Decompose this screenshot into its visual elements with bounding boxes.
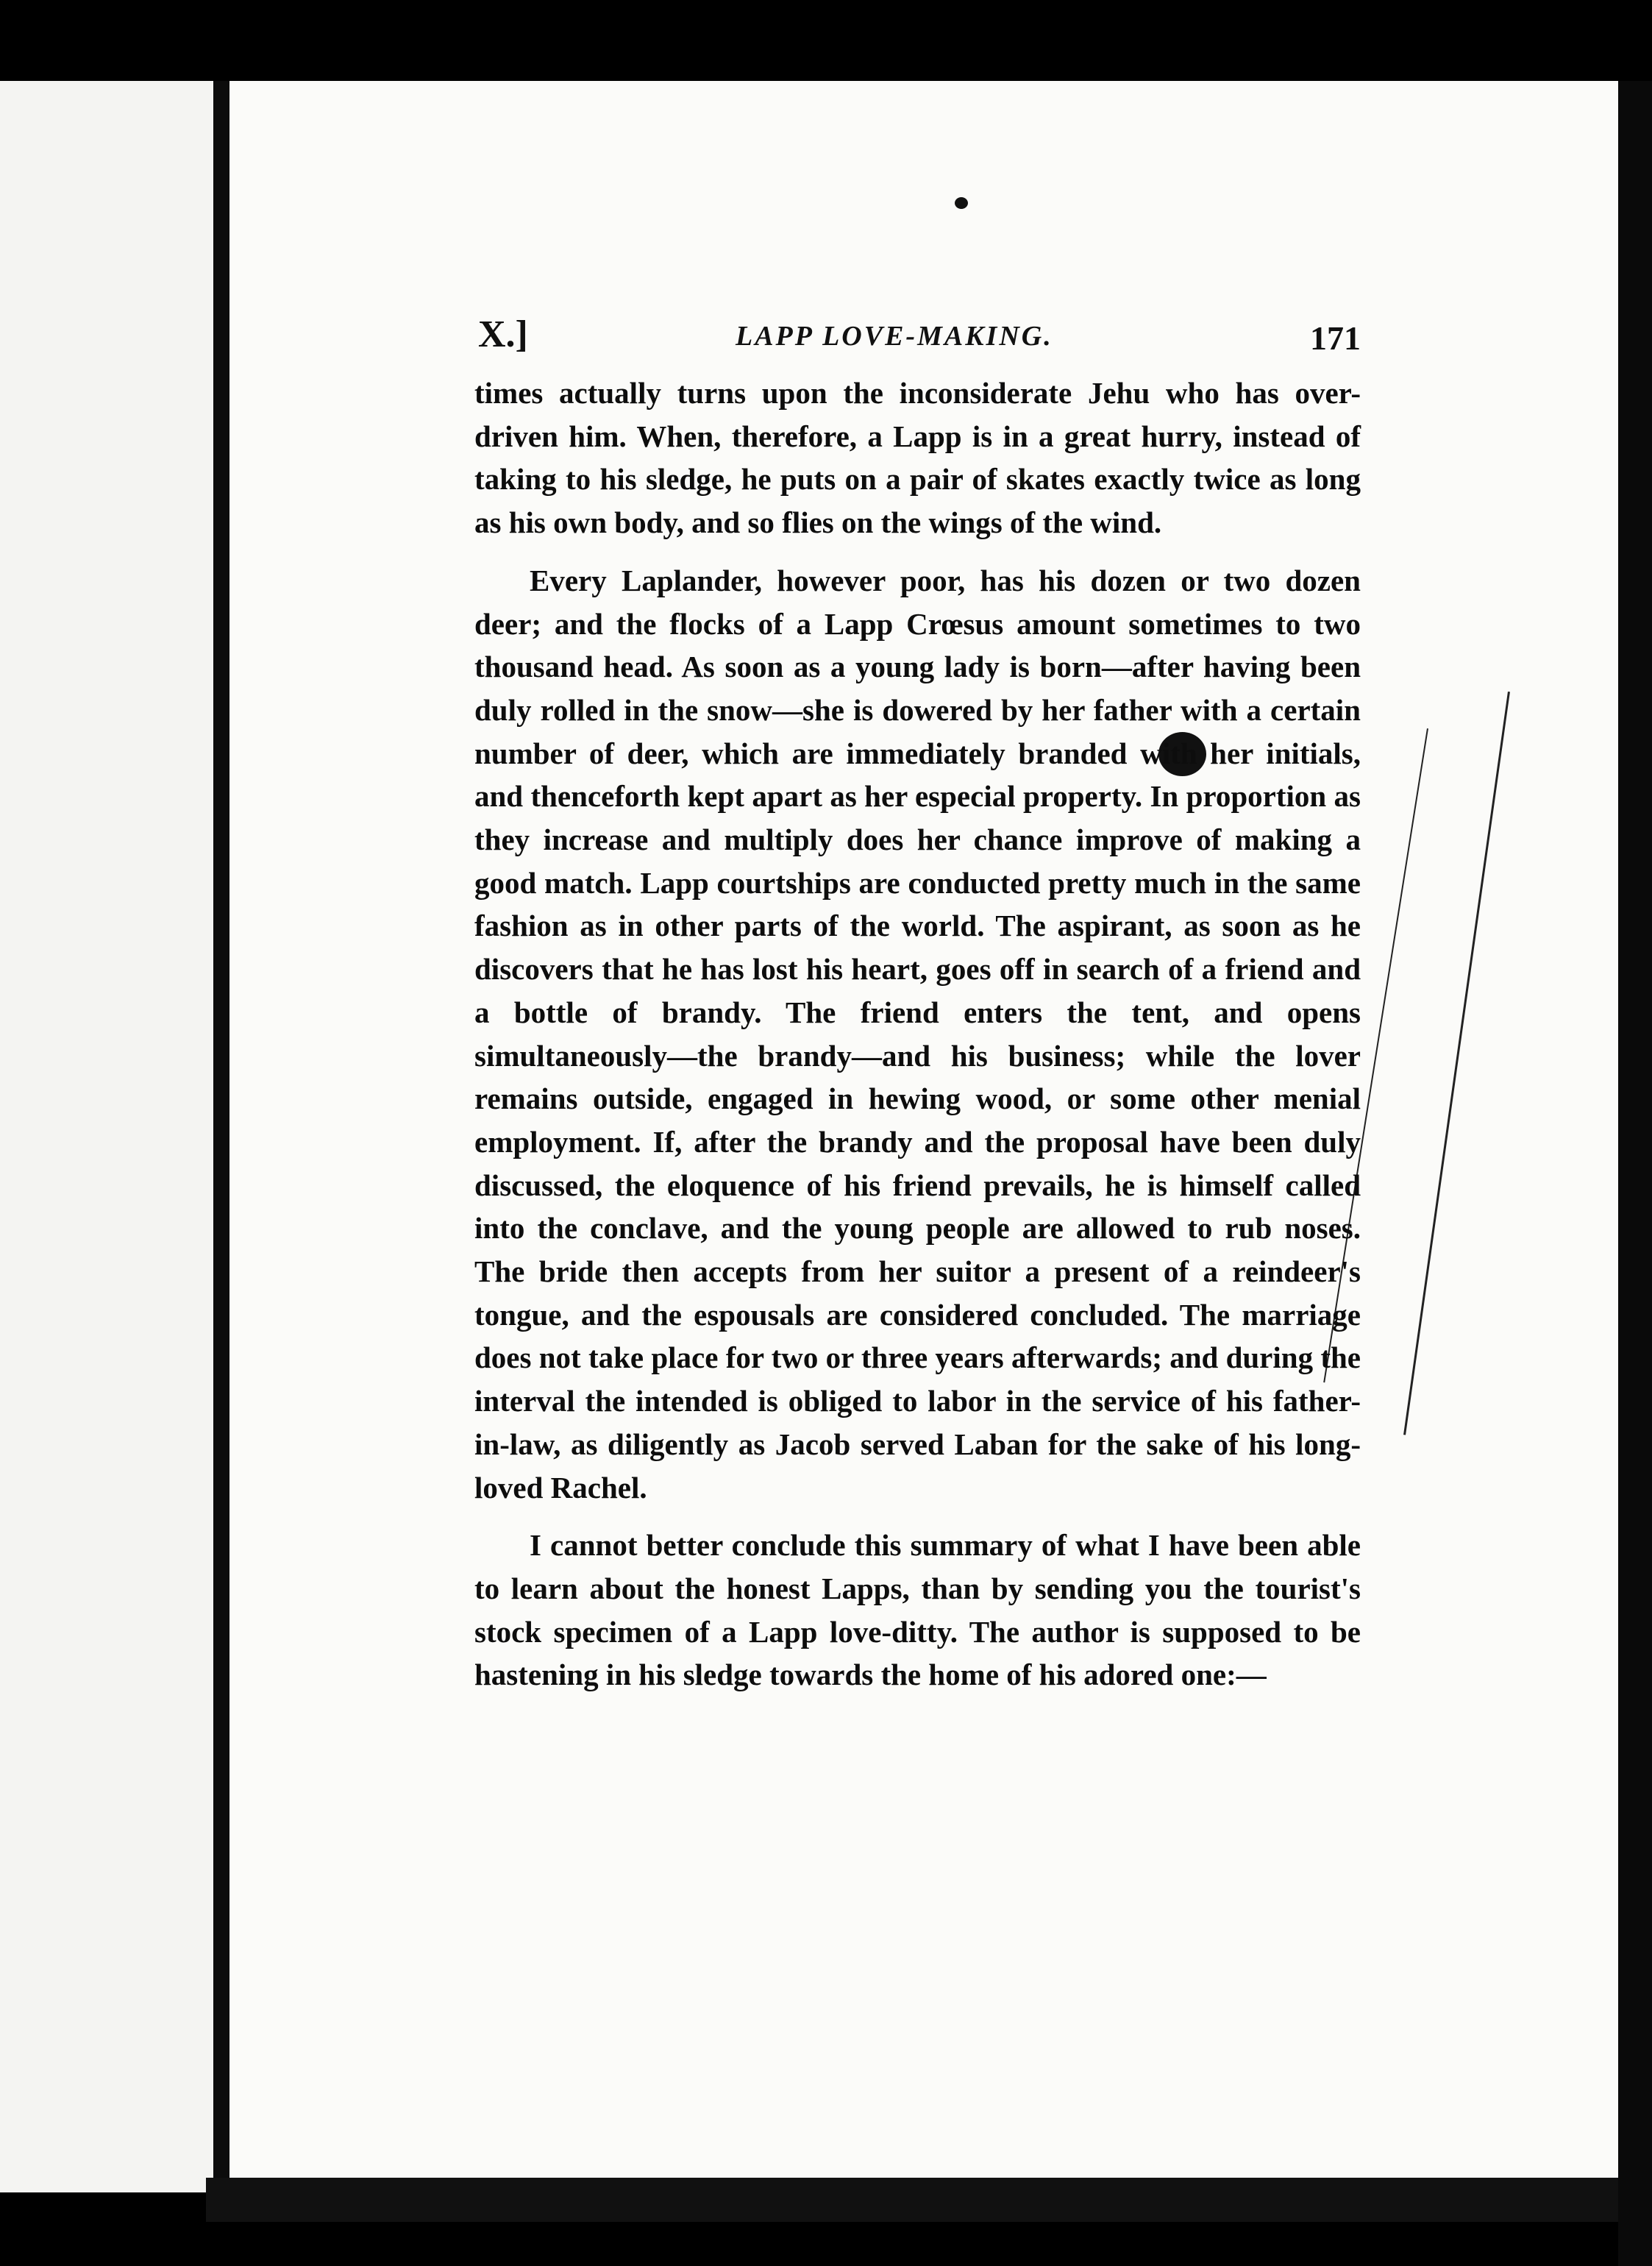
paragraph-3: I cannot better conclude this summary of what I have been able to learn about the honest Lapps, than by sending you the tourist's stock specimen of a Lapp love-ditty. The author is supposed to be hastening in his sledge towards the home of his adored one:— xyxy=(474,1528,1361,1692)
running-header xyxy=(478,313,1361,357)
body-text xyxy=(474,372,1361,1697)
bottom-scan-shadow xyxy=(206,2178,1652,2222)
ink-speck xyxy=(955,197,968,209)
right-scan-shadow xyxy=(1618,81,1652,2266)
running-title: LAPP LOVE-MAKING. xyxy=(736,321,1053,352)
paragraph-2: Every Laplander, however poor, has his dozen or two dozen deer; and the flocks of a Lapp Crœsus amount sometimes to two thousand head. As soon as a young lady is born—after having been duly rolled in the snow—she is dowered by her father with a certain number of deer, which are immediately branded with her initials, and thenceforth kept apart as her especial property. In proportion as they increase and multiply does her chance improve of making a good match. Lapp courtships are conducted pretty much in the same fashion as in other parts of the world. The aspirant, as soon as he discovers that he has lost his heart, goes off in search of a friend and a bottle of brandy. The friend enters the tent, and opens simultaneously—the brandy—and his business; while the lover remains outside, engaged in hewing wood, or some other menial employment. If, after the brandy and the proposal have been duly discussed, the eloquence of his friend prevails, he is himself called into the conclave, and the young people are allowed to rub noses. The bride then accepts from her suitor a present of a reindeer's tongue, and the espousals are considered concluded. The marriage does not take place for two or three years afterwards; and during the interval the intended is obliged to labor in the service of his father-in-law, as diligently as Jacob served Laban for the sake of his long-loved Rachel. xyxy=(474,563,1361,1505)
book-gutter xyxy=(213,81,229,2192)
paragraph-1: times actually turns upon the inconsiderate Jehu who has over-driven him. When, therefore, a Lapp is in a great hurry, instead of taking to his sledge, he puts on a pair of skates exactly twice as long as his own body, and so flies on the wings of the wind. xyxy=(474,376,1361,540)
chapter-marker: X.] xyxy=(478,313,528,355)
facing-page-edge xyxy=(0,81,224,2192)
page-number: 171 xyxy=(1310,319,1361,357)
